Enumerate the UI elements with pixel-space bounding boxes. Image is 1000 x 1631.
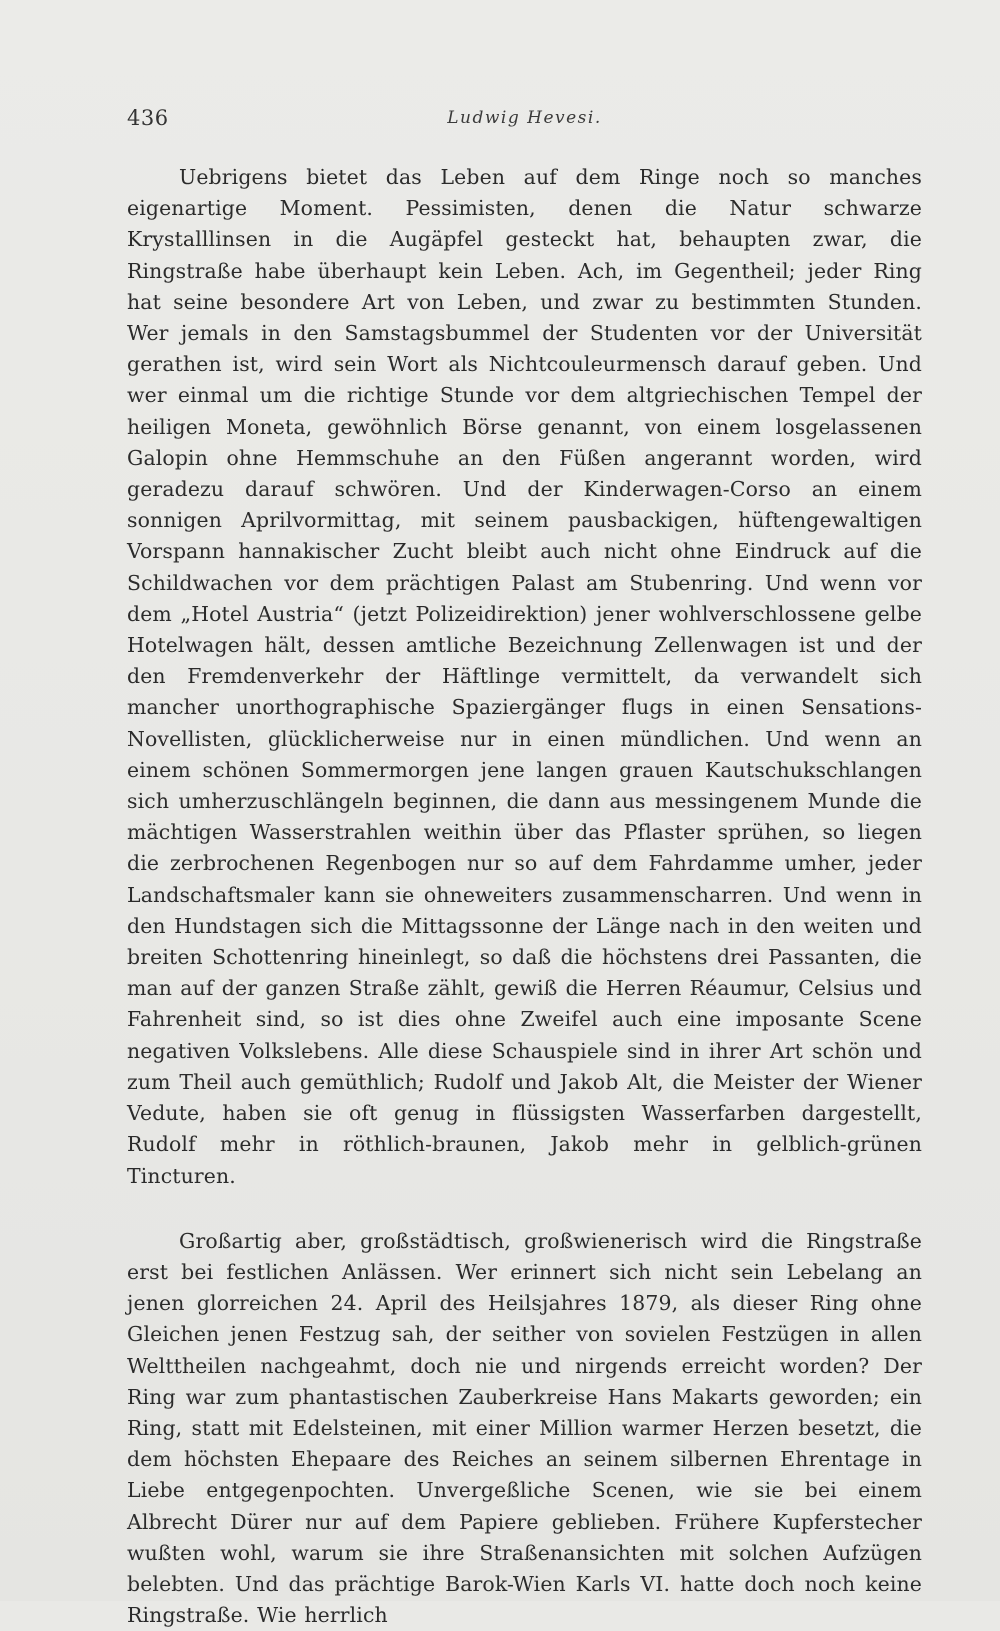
paragraph-2: Großartig aber, großstädtisch, großwienerisch wird die Ringstraße erst bei festlichen Anlässen. Wer erinnert sich nicht sein Lebelang an jenen glorreichen 24. April des Heilsjahres 1879, als dieser Ring ohne Gleichen jenen Festzug sah, der seither von sovielen Festzügen in allen Welttheilen nachgeahmt, doch nie und nirgends erreicht worden? Der Ring war zum phantastischen Zauberkreise Hans Makarts geworden; ein Ring, statt mit Edelsteinen, mit einer Million warmer Herzen besetzt, die dem höchsten Ehepaare des Reiches an seinem silbernen Ehrentage in Liebe entgegenpochten. Unvergeßliche Scenen, wie sie bei einem Albrecht Dürer nur auf dem Papiere geblieben. Frühere Kupferstecher wußten wohl, warum sie ihre Straßenansichten mit solchen Aufzügen belebten. Und das prächtige Barok-Wien Karls VI. hatte doch noch keine Ringstraße. Wie herrlich (127, 1228, 922, 1628)
page-header (127, 106, 922, 136)
running-head: Ludwig Hevesi. (447, 108, 602, 128)
paragraph-1: Uebrigens bietet das Leben auf dem Ringe noch so manches eigenartige Moment. Pessimisten, denen die Natur schwarze Krystalllinsen in die Augäpfel gesteckt hat, behaupten zwar, die Ringstraße habe überhaupt kein Leben. Ach, im Gegentheil; jeder Ring hat seine besondere Art von Leben, und zwar zu bestimmten Stunden. Wer jemals in den Samstagsbummel der Studenten vor der Universität gerathen ist, wird sein Wort als Nichtcouleurmensch darauf geben. Und wer einmal um die richtige Stunde vor dem altgriechischen Tempel der heiligen Moneta, gewöhnlich Börse genannt, von einem losgelassenen Galopin ohne Hemmschuhe an den Füßen angerannt worden, wird geradezu darauf schwören. Und der Kinderwagen-Corso an einem sonnigen Aprilvormittag, mit seinem pausbackigen, hüftengewaltigen Vorspann hannakischer Zucht bleibt auch nicht ohne Eindruck auf die Schildwachen vor dem prächtigen Palast am Stubenring. Und wenn vor dem „Hotel Austria“ (jetzt Polizeidirektion) jener wohlverschlossene gelbe Hotelwagen hält, dessen amtliche Bezeichnung Zellenwagen ist und der den Fremdenverkehr der Häftlinge vermittelt, da verwandelt sich mancher unorthographische Spaziergänger flugs in einen Sensations-Novellisten, glücklicherweise nur in einen mündlichen. Und wenn an einem schönen Sommermorgen jene langen grauen Kautschukschlangen sich umherzuschlängeln beginnen, die dann aus messingenem Munde die mächtigen Wasserstrahlen weithin über das Pflaster sprühen, so liegen die zerbrochenen Regenbogen nur so auf dem Fahrdamme umher, jeder Landschaftsmaler kann sie ohneweiters zusammenscharren. Und wenn in den Hundstagen sich die Mittagssonne der Länge nach in den weiten und breiten Schottenring hineinlegt, so daß die höchstens drei Passanten, die man auf der ganzen Straße zählt, gewiß die Herren Réaumur, Celsius und Fahrenheit sind, so ist dies ohne Zweifel auch eine imposante Scene negativen Volkslebens. Alle diese Schauspiele sind in ihrer Art schön und zum Theil auch gemüthlich; Rudolf und Jakob Alt, die Meister der Wiener Vedute, haben sie oft genug in flüssigsten Wasserfarben dargestellt, Rudolf mehr in röthlich-braunen, Jakob mehr in gelblich-grünen Tincturen. (127, 165, 922, 1188)
page-number: 436 (127, 106, 169, 130)
body-text (127, 162, 922, 1631)
